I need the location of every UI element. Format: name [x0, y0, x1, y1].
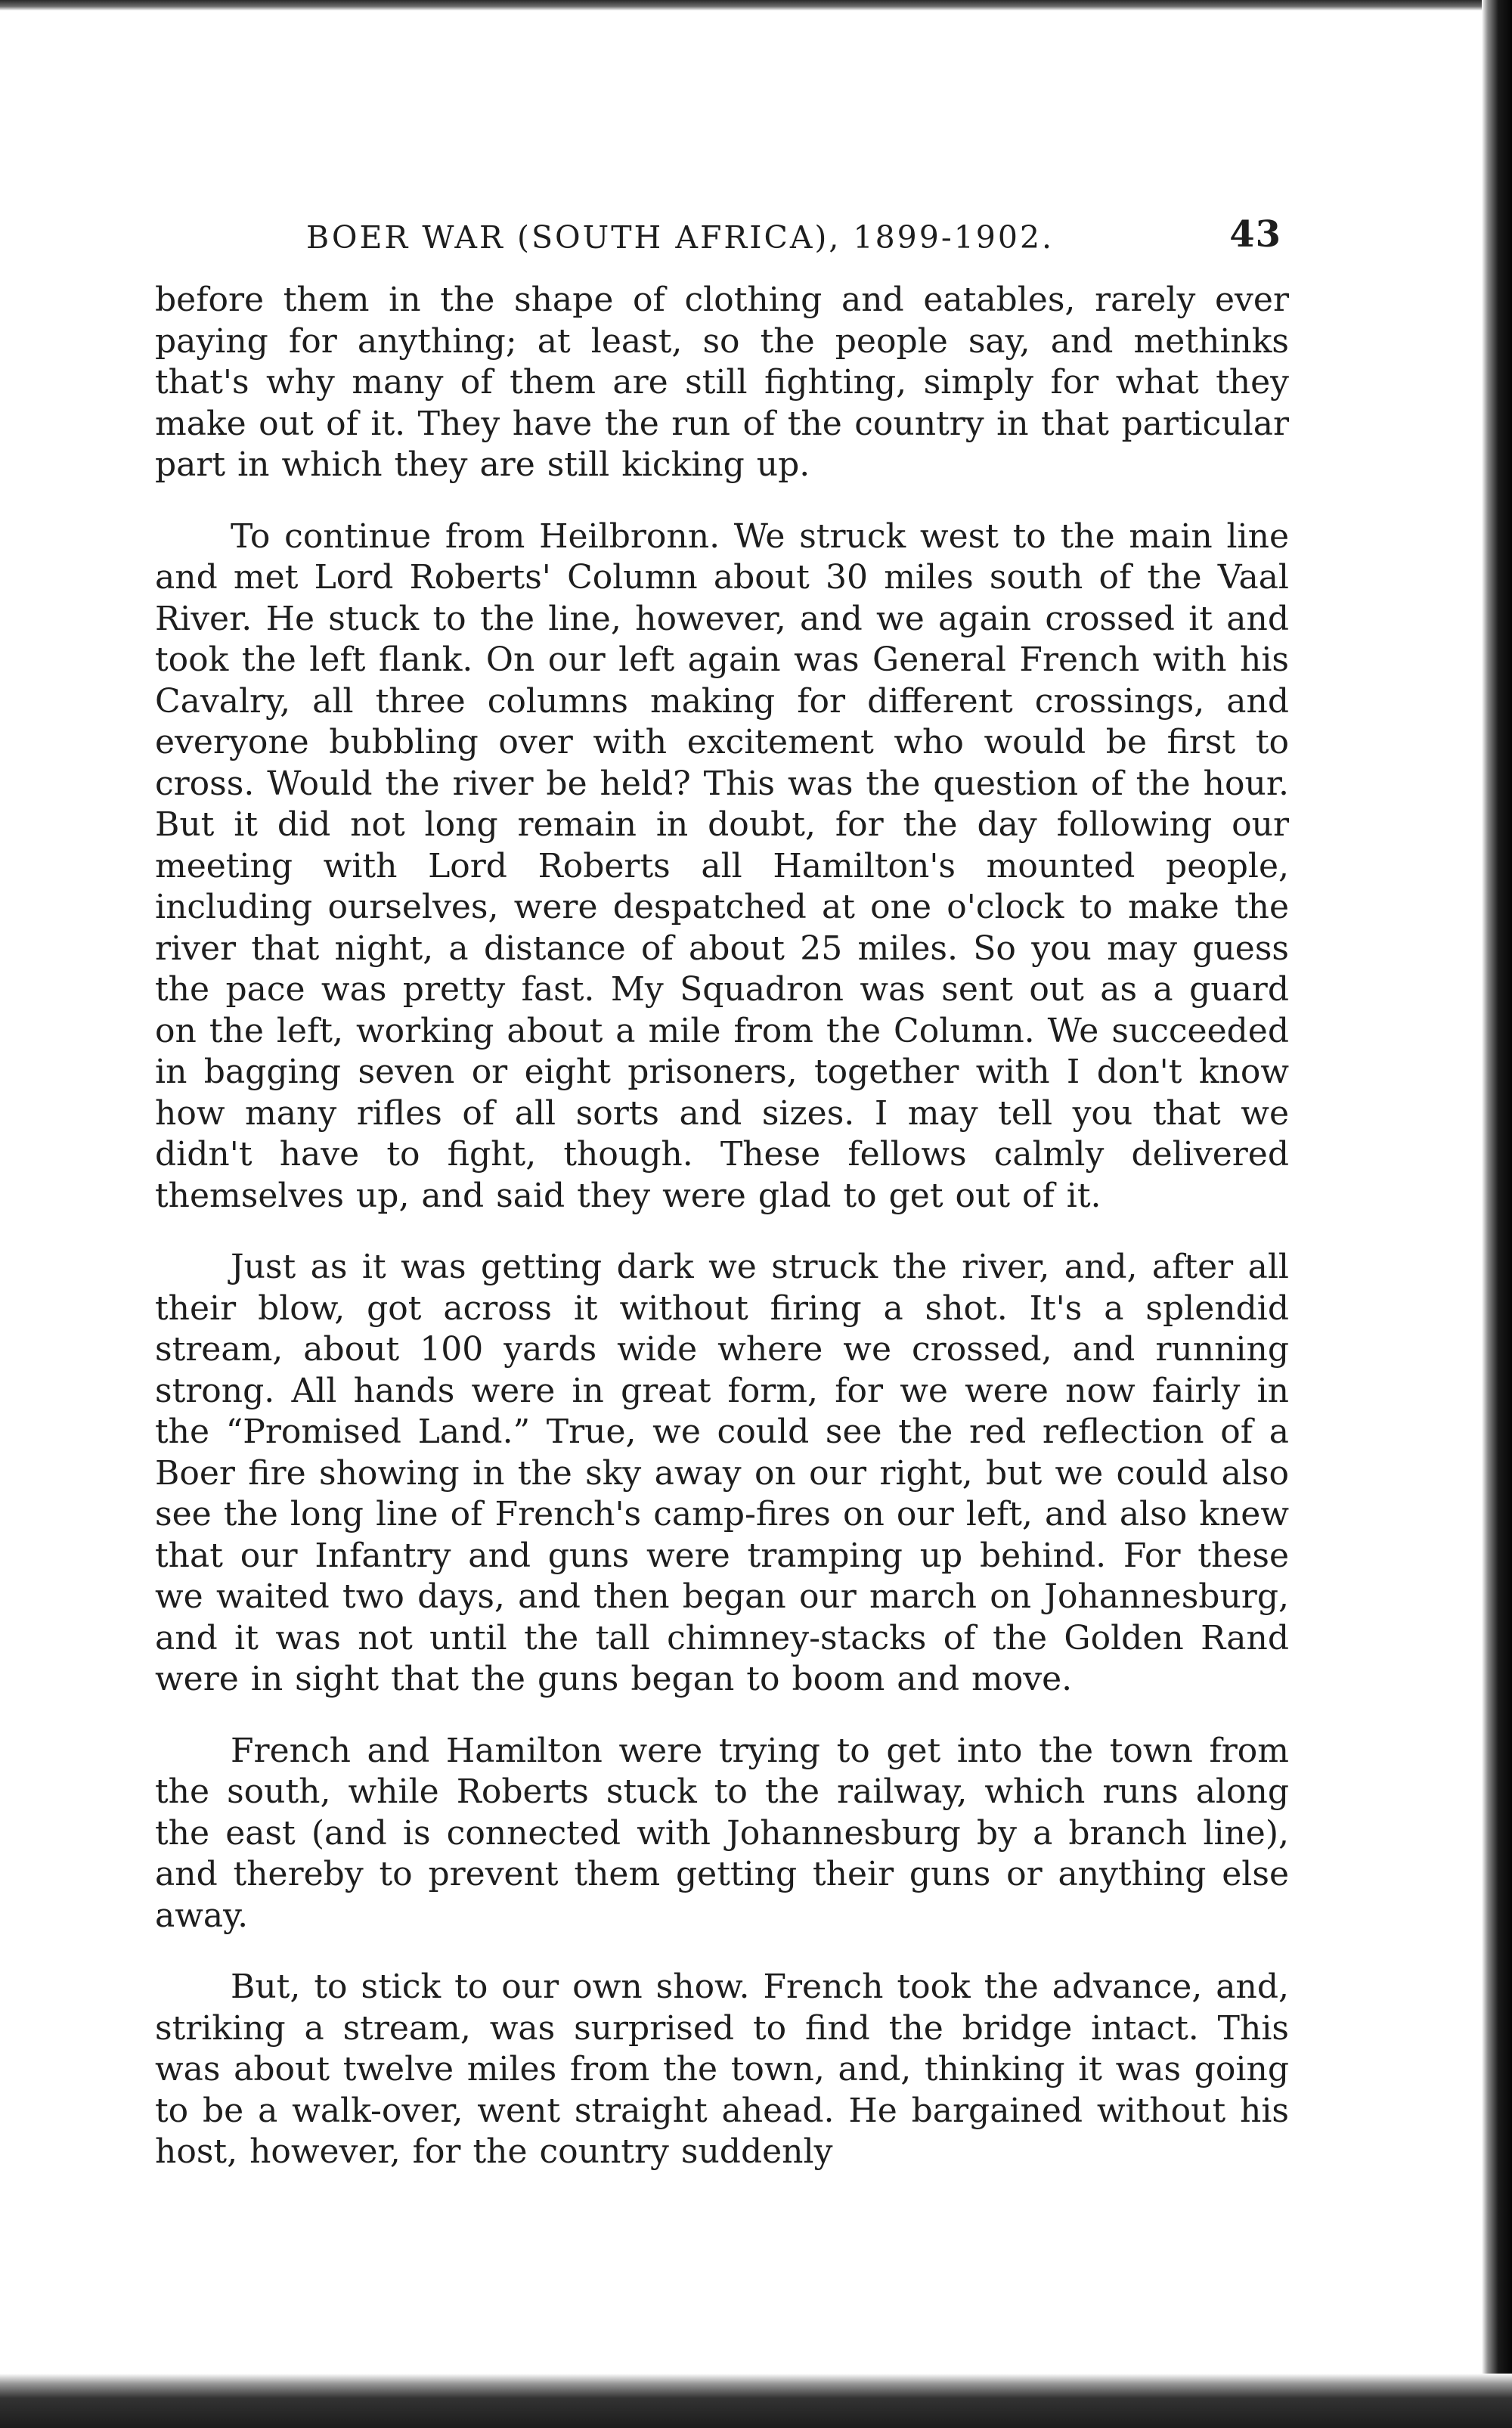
paragraph-1: before them in the shape of clothing and eatables, rarely ever paying for anything; at least, so the people say, and methinks that's why many of them are still fighting, simply for what they make out of it. They have the run of the country in that particular part in which they are still kicking up. [155, 281, 1289, 484]
paragraph-5: But, to stick to our own show. French took the advance, and, striking a stream, was surprised to find the bridge intact. This was about twelve miles from the town, and, thinking it was going to be a walk-over, went straight ahead. He bargained without his host, however, for the country suddenly [155, 1968, 1289, 2171]
book-page [155, 213, 1289, 2173]
paragraph-4: French and Hamilton were trying to get into the town from the south, while Roberts stuck to the railway, which runs along the east (and is connected with Johannesburg by a branch line), and thereby to prevent them getting their guns or anything else away. [155, 1731, 1289, 1935]
running-head-title: BOER WAR (SOUTH AFRICA), 1899-1902. [306, 219, 1055, 256]
running-head [155, 213, 1289, 280]
paragraph-2: To continue from Heilbronn. We struck west to the main line and met Lord Roberts' Column about 30 miles south of the Vaal River. He stuck to the line, however, and we again crossed it and took the left flank. On our left again was General French with his Cavalry, all three columns making for different crossings, and everyone bubbling over with excitement who would be first to cross. Would the river be held? This was the question of the hour. But it did not long remain in doubt, for the day following our meeting with Lord Roberts all Hamilton's mounted people, including ourselves, were despatched at one o'clock to make the river that night, a distance of about 25 miles. So you may guess the pace was pretty fast. My Squadron was sent out as a guard on the left, working about a mile from the Column. We succeeded in bagging seven or eight prisoners, together with I don't know how many rifles of all sorts and sizes. I may tell you that we didn't have to fight, though. These fellows calmly delivered themselves up, and said they were glad to get out of it. [155, 516, 1289, 1215]
page-number: 43 [1229, 213, 1281, 256]
body-text [155, 280, 1289, 2173]
scan-edge-top [0, 0, 1512, 11]
paragraph-3: Just as it was getting dark we struck the river, and, after all their blow, got across it without firing a shot. It's a splendid stream, about 100 yards wide where we crossed, and running strong. All hands were in great form, for we were now fairly in the “Promised Land.” True, we could see the red reflection of a Boer fire showing in the sky away on our right, but we could also see the long line of French's camp-fires on our left, and also knew that our Infantry and guns were tramping up behind. For these we waited two days, and then began our march on Johannesburg, and it was not until the tall chimney-stacks of the Golden Rand were in sight that the guns began to boom and move. [155, 1248, 1289, 1698]
scan-edge-bottom [0, 2374, 1512, 2428]
scan-edge-right [1482, 0, 1512, 2428]
